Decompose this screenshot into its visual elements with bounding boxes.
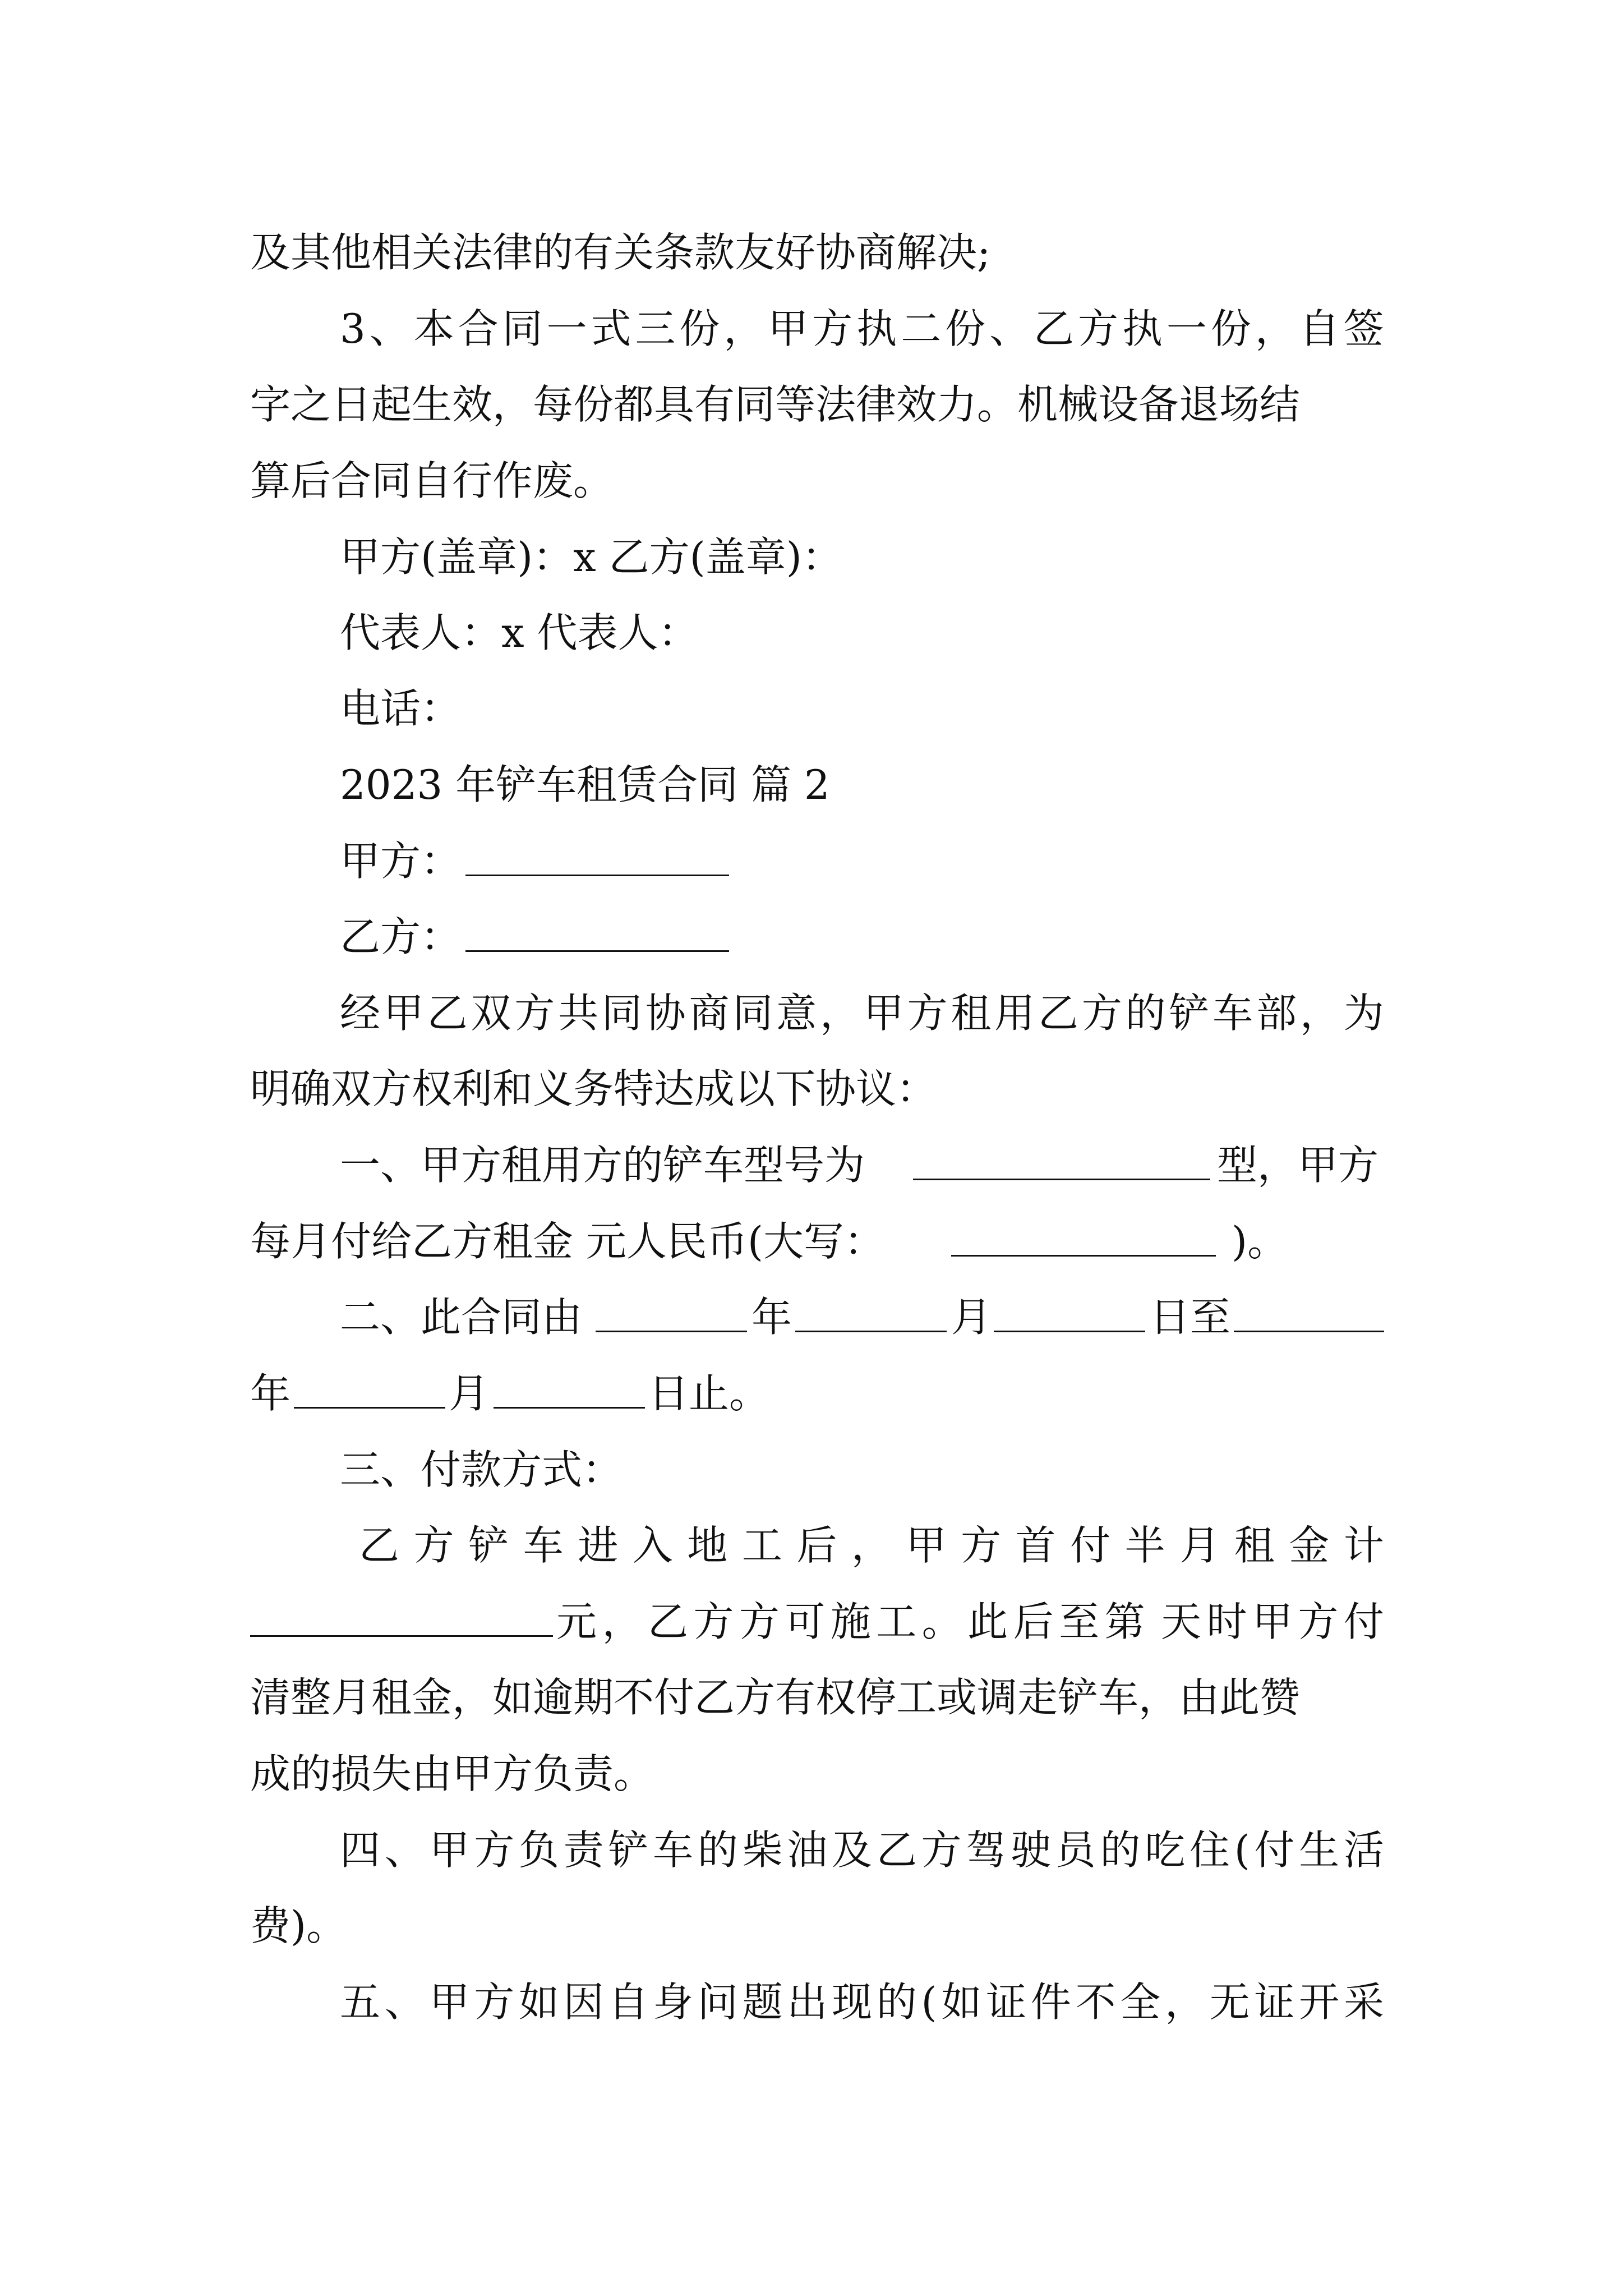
- paragraph-text: 及其他相关法律的有关条款友好协商解决;: [250, 229, 991, 276]
- paragraph-text: 三、付款方式：: [340, 1446, 623, 1493]
- paragraph-text: 四 、 甲 方 负 责 铲 车 的 柴 油 及 乙 方 驾 驶 员 的 吃 住 ( 付 生 活: [340, 1826, 1384, 1874]
- paragraph-text: )。: [1232, 1218, 1288, 1265]
- start-day-blank: [994, 1287, 1145, 1332]
- paragraph-text: 乙方：: [340, 913, 462, 960]
- paragraph-text: 五 、 甲 方 如 因 自 身 问 题 出 现 的 ( 如 证 件 不 全 ， 无 证 开 采: [340, 1978, 1384, 2026]
- paragraph-text: 经 甲 乙 双 方 共 同 协 商 同 意 ， 甲 方 租 用 乙 方 的 铲 车 部 ， 为: [340, 990, 1384, 1037]
- paragraph-text: 3 、 本 合 同 一 式 三 份 ， 甲 方 执 二 份 、 乙 方 执 一 份 ， 自 签: [340, 305, 1384, 352]
- start-year-blank: [596, 1287, 747, 1332]
- representative-line: [0, 599, 1623, 666]
- paragraph-text: 字之日起生效，每份都具有同等法律效力。机械设备退场结: [250, 381, 1301, 428]
- paragraph-text: 清整月租金，如逾期不付乙方有权停工或调走铲车，由此赞: [250, 1674, 1301, 1721]
- party-a-line: [0, 827, 1623, 895]
- text-line-3: [0, 371, 1623, 438]
- paragraph-text: 二、此合同由: [340, 1294, 583, 1341]
- text-line-2: [0, 295, 1623, 362]
- paragraph-text: 乙 方 铲 车 进 入 地 工 后 ， 甲 方 首 付 半 月 租 金 计: [359, 1522, 1384, 1569]
- paragraph-text: 费)。: [250, 1902, 347, 1949]
- paragraph-text: 日至: [1150, 1294, 1231, 1341]
- paragraph-text: 每月付给乙方租金 元人民币(大写：: [250, 1218, 884, 1265]
- clause-1-rent-line: [0, 1208, 1623, 1275]
- first-payment-blank: [250, 1591, 553, 1637]
- party-b-line: [0, 903, 1623, 970]
- clause-1-line: [0, 1131, 1623, 1199]
- clause-5-line-1: [0, 1968, 1623, 2036]
- payment-line-2: [0, 1588, 1623, 1655]
- end-month-lead-blank: [294, 1363, 445, 1409]
- heading-text: 2023 年铲车租赁合同 篇 2: [340, 761, 830, 808]
- clause-3-heading: [0, 1436, 1623, 1503]
- party-b-blank: [465, 907, 729, 952]
- clause-2-end-line: [0, 1360, 1623, 1427]
- phone-line: [0, 675, 1623, 742]
- text-line-1: [0, 219, 1623, 286]
- clause-2-line: [0, 1283, 1623, 1351]
- end-day-lead-blank: [494, 1363, 645, 1409]
- payment-line-4: [0, 1740, 1623, 1807]
- paragraph-text: 甲方：: [340, 838, 462, 885]
- paragraph-text: 年: [751, 1294, 792, 1341]
- payment-line-1: [0, 1512, 1623, 1579]
- paragraph-text: 月: [951, 1294, 992, 1341]
- text-line-4: [0, 447, 1623, 514]
- paragraph-text: 甲方(盖章)：x 乙方(盖章)：: [340, 533, 842, 581]
- paragraph-text: 算后合同自行作废。: [250, 457, 614, 504]
- end-year-blank-lead: [1234, 1287, 1384, 1332]
- model-blank: [913, 1135, 1210, 1180]
- paragraph-text: 一、甲方租用方的铲车型号为: [340, 1142, 865, 1189]
- amount-uppercase-blank: [951, 1211, 1216, 1257]
- paragraph-text: 月: [449, 1370, 490, 1417]
- paragraph-text: 元 ， 乙 方 方 可 施 工 。 此 后 至 第 天 时 甲 方 付: [556, 1598, 1384, 1645]
- start-month-blank: [795, 1287, 947, 1332]
- paragraph-text: 代表人：x 代表人：: [340, 609, 699, 656]
- section-heading: [0, 751, 1623, 818]
- signature-party-line: [0, 523, 1623, 591]
- paragraph-text: 年: [250, 1370, 291, 1417]
- paragraph-text: 型，甲方: [1217, 1142, 1379, 1189]
- paragraph-text: 日止。: [648, 1370, 770, 1417]
- clause-4-line-1: [0, 1816, 1623, 1884]
- text-line-11: [0, 979, 1623, 1047]
- paragraph-text: 电话：: [340, 685, 462, 732]
- payment-line-3: [0, 1664, 1623, 1731]
- paragraph-text: 明确双方权利和义务特达成以下协议：: [250, 1065, 937, 1112]
- party-a-blank: [465, 831, 729, 876]
- paragraph-text: 成的损失由甲方负责。: [250, 1750, 654, 1797]
- text-line-12: [0, 1055, 1623, 1122]
- clause-4-line-2: [0, 1892, 1623, 1959]
